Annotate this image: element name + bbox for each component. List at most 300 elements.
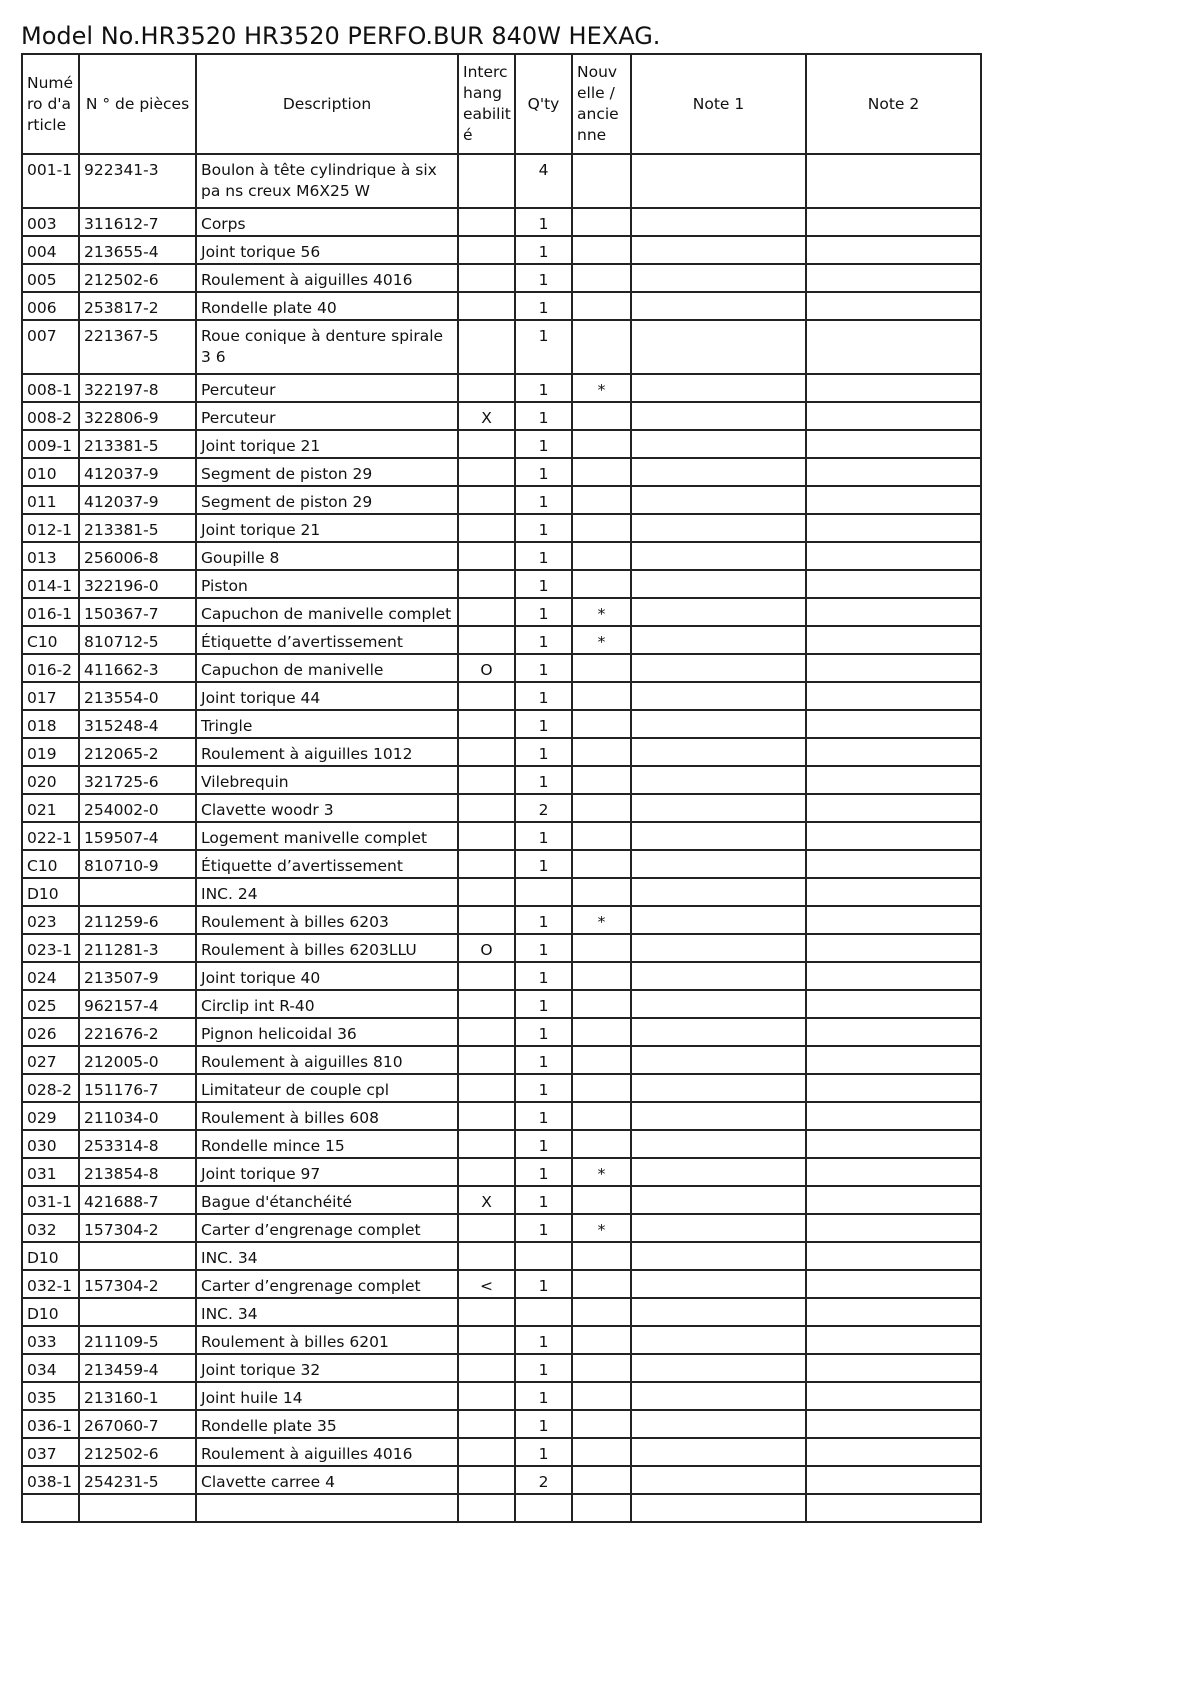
- table-row: [22, 374, 981, 402]
- cell-note-1: [631, 878, 806, 906]
- cell-item-number: 024: [22, 962, 79, 990]
- cell-quantity: [515, 878, 572, 906]
- cell-part-number: 213655-4: [79, 236, 196, 264]
- cell-part-number: 315248-4: [79, 710, 196, 738]
- cell-note-1: [631, 1438, 806, 1466]
- cell-new-old: [572, 934, 631, 962]
- cell-part-number: 212065-2: [79, 738, 196, 766]
- cell-part-number: 213459-4: [79, 1354, 196, 1382]
- cell-description: INC. 24: [196, 878, 458, 906]
- cell-new-old: [572, 878, 631, 906]
- cell-description: Roulement à billes 6203LLU: [196, 934, 458, 962]
- cell-interchangeability: [458, 264, 515, 292]
- cell-note-2: [806, 1046, 981, 1074]
- cell-item-number: 032: [22, 1214, 79, 1242]
- cell-new-old: [572, 1354, 631, 1382]
- cell-item-number: 027: [22, 1046, 79, 1074]
- cell-interchangeability: [458, 1466, 515, 1494]
- cell-interchangeability: [458, 1382, 515, 1410]
- cell-item-number: 038-1: [22, 1466, 79, 1494]
- cell-description: Segment de piston 29: [196, 458, 458, 486]
- cell-new-old: [572, 654, 631, 682]
- cell-item-number: C10: [22, 626, 79, 654]
- cell-part-number: 922341-3: [79, 154, 196, 208]
- cell-interchangeability: [458, 794, 515, 822]
- cell-quantity: 1: [515, 850, 572, 878]
- table-row: [22, 542, 981, 570]
- cell-item-number: 029: [22, 1102, 79, 1130]
- cell-new-old: *: [572, 626, 631, 654]
- cell-description: Roulement à aiguilles 1012: [196, 738, 458, 766]
- cell-note-2: [806, 458, 981, 486]
- cell-note-1: [631, 1102, 806, 1130]
- cell-note-1: [631, 822, 806, 850]
- cell-quantity: 1: [515, 1382, 572, 1410]
- cell-note-2: [806, 822, 981, 850]
- cell-item-number: 012-1: [22, 514, 79, 542]
- cell-quantity: 1: [515, 1018, 572, 1046]
- cell-description: Carter d’engrenage complet: [196, 1270, 458, 1298]
- cell-quantity: 2: [515, 794, 572, 822]
- table-row: [22, 990, 981, 1018]
- cell-note-2: [806, 1326, 981, 1354]
- cell-new-old: [572, 794, 631, 822]
- cell-new-old: [572, 236, 631, 264]
- cell-note-2: [806, 1298, 981, 1326]
- table-row: [22, 738, 981, 766]
- cell-description: Corps: [196, 208, 458, 236]
- cell-interchangeability: [458, 878, 515, 906]
- cell-note-2: [806, 292, 981, 320]
- cell-note-2: [806, 766, 981, 794]
- document-title: Model No.HR3520 HR3520 PERFO.BUR 840W HEXAG.: [21, 22, 661, 50]
- cell-new-old: [572, 1186, 631, 1214]
- cell-description: Joint torique 21: [196, 430, 458, 458]
- cell-quantity: 1: [515, 766, 572, 794]
- cell-description: Goupille 8: [196, 542, 458, 570]
- cell-part-number: 211281-3: [79, 934, 196, 962]
- cell-part-number: 213381-5: [79, 514, 196, 542]
- cell-note-2: [806, 1410, 981, 1438]
- cell-note-2: [806, 626, 981, 654]
- cell-quantity: 1: [515, 934, 572, 962]
- cell-description: Clavette woodr 3: [196, 794, 458, 822]
- cell-note-2: [806, 1018, 981, 1046]
- cell-note-1: [631, 794, 806, 822]
- cell-part-number: 962157-4: [79, 990, 196, 1018]
- cell-quantity: [515, 1298, 572, 1326]
- cell-note-2: [806, 264, 981, 292]
- cell-item-number: 023-1: [22, 934, 79, 962]
- cell-new-old: [572, 1494, 631, 1522]
- cell-new-old: [572, 320, 631, 374]
- cell-item-number: 018: [22, 710, 79, 738]
- cell-part-number: 412037-9: [79, 486, 196, 514]
- cell-note-1: [631, 264, 806, 292]
- cell-item-number: D10: [22, 878, 79, 906]
- cell-note-1: [631, 906, 806, 934]
- table-row: [22, 1410, 981, 1438]
- cell-description: Capuchon de manivelle complet: [196, 598, 458, 626]
- cell-new-old: [572, 710, 631, 738]
- cell-interchangeability: [458, 1074, 515, 1102]
- header-description: Description: [196, 54, 458, 154]
- cell-quantity: 1: [515, 542, 572, 570]
- cell-note-2: [806, 208, 981, 236]
- table-row: [22, 1438, 981, 1466]
- header-item-number: Numé ro d'a rticle: [22, 54, 79, 154]
- cell-item-number: 023: [22, 906, 79, 934]
- cell-note-1: [631, 1298, 806, 1326]
- cell-note-1: [631, 458, 806, 486]
- cell-note-2: [806, 906, 981, 934]
- cell-description: Roulement à aiguilles 810: [196, 1046, 458, 1074]
- cell-description: Carter d’engrenage complet: [196, 1214, 458, 1242]
- table-row: [22, 794, 981, 822]
- table-row: [22, 878, 981, 906]
- cell-part-number: 322806-9: [79, 402, 196, 430]
- table-row: [22, 570, 981, 598]
- cell-note-1: [631, 430, 806, 458]
- table-row: [22, 402, 981, 430]
- cell-item-number: 031-1: [22, 1186, 79, 1214]
- cell-new-old: [572, 570, 631, 598]
- cell-quantity: 1: [515, 320, 572, 374]
- cell-note-2: [806, 570, 981, 598]
- cell-note-2: [806, 1494, 981, 1522]
- cell-description: Roulement à billes 6203: [196, 906, 458, 934]
- cell-new-old: [572, 1130, 631, 1158]
- cell-note-2: [806, 682, 981, 710]
- cell-quantity: 1: [515, 374, 572, 402]
- cell-interchangeability: [458, 430, 515, 458]
- cell-part-number: 253817-2: [79, 292, 196, 320]
- cell-interchangeability: [458, 514, 515, 542]
- cell-description: Joint torique 40: [196, 962, 458, 990]
- cell-note-1: [631, 236, 806, 264]
- cell-new-old: *: [572, 1214, 631, 1242]
- table-row: [22, 236, 981, 264]
- cell-interchangeability: [458, 236, 515, 264]
- cell-interchangeability: [458, 208, 515, 236]
- cell-item-number: 036-1: [22, 1410, 79, 1438]
- cell-note-1: [631, 934, 806, 962]
- cell-note-2: [806, 1382, 981, 1410]
- cell-interchangeability: [458, 598, 515, 626]
- cell-part-number: 321725-6: [79, 766, 196, 794]
- cell-note-1: [631, 402, 806, 430]
- cell-note-1: [631, 682, 806, 710]
- cell-part-number: [79, 1242, 196, 1270]
- cell-new-old: [572, 822, 631, 850]
- cell-part-number: 151176-7: [79, 1074, 196, 1102]
- cell-note-1: [631, 154, 806, 208]
- cell-note-2: [806, 402, 981, 430]
- cell-description: Étiquette d’avertissement: [196, 850, 458, 878]
- table-row: [22, 264, 981, 292]
- parts-table-body: [22, 154, 981, 1522]
- table-header-row: [22, 54, 981, 154]
- cell-new-old: *: [572, 1158, 631, 1186]
- cell-note-1: [631, 1354, 806, 1382]
- cell-new-old: [572, 1242, 631, 1270]
- table-row: [22, 822, 981, 850]
- cell-description: Roulement à billes 6201: [196, 1326, 458, 1354]
- cell-part-number: [79, 878, 196, 906]
- cell-quantity: 1: [515, 264, 572, 292]
- header-quantity: Q'ty: [515, 54, 572, 154]
- table-row: [22, 430, 981, 458]
- cell-new-old: [572, 1298, 631, 1326]
- cell-item-number: 034: [22, 1354, 79, 1382]
- cell-part-number: 211034-0: [79, 1102, 196, 1130]
- cell-interchangeability: [458, 1298, 515, 1326]
- cell-interchangeability: [458, 766, 515, 794]
- cell-note-1: [631, 320, 806, 374]
- cell-part-number: 421688-7: [79, 1186, 196, 1214]
- cell-note-1: [631, 1326, 806, 1354]
- cell-new-old: [572, 1046, 631, 1074]
- cell-description: Rondelle plate 35: [196, 1410, 458, 1438]
- cell-quantity: 1: [515, 598, 572, 626]
- cell-interchangeability: [458, 320, 515, 374]
- cell-interchangeability: [458, 738, 515, 766]
- cell-quantity: 1: [515, 236, 572, 264]
- cell-interchangeability: [458, 1214, 515, 1242]
- cell-note-2: [806, 154, 981, 208]
- cell-interchangeability: [458, 822, 515, 850]
- cell-interchangeability: [458, 626, 515, 654]
- cell-part-number: 322196-0: [79, 570, 196, 598]
- cell-description: Roulement à aiguilles 4016: [196, 264, 458, 292]
- cell-note-1: [631, 1214, 806, 1242]
- cell-part-number: [79, 1494, 196, 1522]
- header-new-old: Nouv elle / ancie nne: [572, 54, 631, 154]
- cell-new-old: [572, 850, 631, 878]
- table-row: [22, 1354, 981, 1382]
- cell-interchangeability: [458, 154, 515, 208]
- cell-interchangeability: [458, 990, 515, 1018]
- cell-new-old: [572, 402, 631, 430]
- cell-part-number: 254002-0: [79, 794, 196, 822]
- cell-interchangeability: [458, 570, 515, 598]
- cell-quantity: 1: [515, 990, 572, 1018]
- table-row: [22, 626, 981, 654]
- cell-item-number: 033: [22, 1326, 79, 1354]
- cell-new-old: [572, 1102, 631, 1130]
- header-note-1: Note 1: [631, 54, 806, 154]
- cell-part-number: 211109-5: [79, 1326, 196, 1354]
- cell-part-number: 212502-6: [79, 264, 196, 292]
- cell-part-number: 213381-5: [79, 430, 196, 458]
- cell-part-number: 150367-7: [79, 598, 196, 626]
- cell-note-2: [806, 710, 981, 738]
- cell-note-1: [631, 1046, 806, 1074]
- cell-interchangeability: [458, 682, 515, 710]
- cell-note-2: [806, 1158, 981, 1186]
- cell-note-2: [806, 934, 981, 962]
- cell-interchangeability: O: [458, 934, 515, 962]
- cell-interchangeability: [458, 1242, 515, 1270]
- cell-note-2: [806, 542, 981, 570]
- cell-quantity: 1: [515, 1102, 572, 1130]
- cell-part-number: 311612-7: [79, 208, 196, 236]
- cell-quantity: 1: [515, 1214, 572, 1242]
- cell-new-old: [572, 208, 631, 236]
- cell-note-2: [806, 598, 981, 626]
- cell-description: Percuteur: [196, 374, 458, 402]
- cell-new-old: [572, 264, 631, 292]
- cell-description: Tringle: [196, 710, 458, 738]
- table-row: [22, 514, 981, 542]
- cell-item-number: 005: [22, 264, 79, 292]
- cell-note-2: [806, 1270, 981, 1298]
- table-row: [22, 766, 981, 794]
- cell-item-number: D10: [22, 1298, 79, 1326]
- cell-note-1: [631, 766, 806, 794]
- cell-interchangeability: [458, 1326, 515, 1354]
- cell-description: Circlip int R-40: [196, 990, 458, 1018]
- cell-quantity: 1: [515, 1074, 572, 1102]
- cell-item-number: C10: [22, 850, 79, 878]
- cell-new-old: [572, 1326, 631, 1354]
- table-row: [22, 1186, 981, 1214]
- cell-note-1: [631, 514, 806, 542]
- cell-item-number: 021: [22, 794, 79, 822]
- table-row: [22, 292, 981, 320]
- parts-table: [21, 53, 982, 1523]
- table-row: [22, 710, 981, 738]
- cell-quantity: 1: [515, 402, 572, 430]
- cell-note-1: [631, 598, 806, 626]
- cell-item-number: 006: [22, 292, 79, 320]
- cell-note-1: [631, 1242, 806, 1270]
- cell-part-number: 211259-6: [79, 906, 196, 934]
- cell-interchangeability: O: [458, 654, 515, 682]
- cell-note-2: [806, 1466, 981, 1494]
- cell-part-number: 221676-2: [79, 1018, 196, 1046]
- cell-description: Limitateur de couple cpl: [196, 1074, 458, 1102]
- table-row: [22, 458, 981, 486]
- cell-note-2: [806, 850, 981, 878]
- cell-item-number: 016-2: [22, 654, 79, 682]
- cell-interchangeability: [458, 486, 515, 514]
- cell-description: Joint torique 97: [196, 1158, 458, 1186]
- cell-note-1: [631, 374, 806, 402]
- table-row: [22, 1494, 981, 1522]
- cell-quantity: 1: [515, 1130, 572, 1158]
- table-row: [22, 962, 981, 990]
- cell-description: [196, 1494, 458, 1522]
- cell-item-number: 020: [22, 766, 79, 794]
- cell-new-old: [572, 542, 631, 570]
- cell-description: Roulement à billes 608: [196, 1102, 458, 1130]
- cell-quantity: [515, 1494, 572, 1522]
- cell-new-old: [572, 292, 631, 320]
- cell-note-2: [806, 430, 981, 458]
- cell-description: Logement manivelle complet: [196, 822, 458, 850]
- cell-item-number: 008-1: [22, 374, 79, 402]
- header-note-2: Note 2: [806, 54, 981, 154]
- cell-quantity: 1: [515, 654, 572, 682]
- cell-quantity: 1: [515, 962, 572, 990]
- cell-new-old: [572, 962, 631, 990]
- cell-new-old: [572, 514, 631, 542]
- cell-interchangeability: [458, 292, 515, 320]
- cell-note-1: [631, 208, 806, 236]
- cell-note-1: [631, 1186, 806, 1214]
- cell-note-1: [631, 486, 806, 514]
- cell-note-2: [806, 1214, 981, 1242]
- table-row: [22, 654, 981, 682]
- cell-note-1: [631, 710, 806, 738]
- cell-new-old: [572, 154, 631, 208]
- cell-note-2: [806, 1130, 981, 1158]
- cell-note-2: [806, 1186, 981, 1214]
- cell-interchangeability: [458, 1438, 515, 1466]
- header-interchangeability: Interc hang eabilit é: [458, 54, 515, 154]
- cell-interchangeability: [458, 1354, 515, 1382]
- cell-part-number: 213854-8: [79, 1158, 196, 1186]
- cell-new-old: *: [572, 374, 631, 402]
- cell-new-old: *: [572, 906, 631, 934]
- table-row: [22, 154, 981, 208]
- cell-quantity: 1: [515, 208, 572, 236]
- cell-note-2: [806, 794, 981, 822]
- cell-item-number: [22, 1494, 79, 1522]
- cell-quantity: 4: [515, 154, 572, 208]
- cell-quantity: 1: [515, 822, 572, 850]
- cell-quantity: 1: [515, 1354, 572, 1382]
- cell-interchangeability: [458, 1410, 515, 1438]
- cell-part-number: 267060-7: [79, 1410, 196, 1438]
- cell-description: INC. 34: [196, 1298, 458, 1326]
- cell-item-number: 001-1: [22, 154, 79, 208]
- cell-interchangeability: [458, 1158, 515, 1186]
- cell-part-number: 810712-5: [79, 626, 196, 654]
- cell-interchangeability: [458, 710, 515, 738]
- cell-item-number: 026: [22, 1018, 79, 1046]
- cell-new-old: [572, 1018, 631, 1046]
- table-row: [22, 934, 981, 962]
- cell-note-1: [631, 1270, 806, 1298]
- cell-part-number: 212502-6: [79, 1438, 196, 1466]
- cell-description: Joint torique 32: [196, 1354, 458, 1382]
- cell-new-old: [572, 486, 631, 514]
- cell-part-number: [79, 1298, 196, 1326]
- table-row: [22, 1214, 981, 1242]
- cell-note-1: [631, 738, 806, 766]
- cell-description: Pignon helicoidal 36: [196, 1018, 458, 1046]
- table-row: [22, 1018, 981, 1046]
- cell-part-number: 810710-9: [79, 850, 196, 878]
- cell-item-number: 014-1: [22, 570, 79, 598]
- table-row: [22, 1326, 981, 1354]
- cell-interchangeability: [458, 962, 515, 990]
- cell-item-number: 028-2: [22, 1074, 79, 1102]
- cell-note-1: [631, 542, 806, 570]
- cell-quantity: 1: [515, 738, 572, 766]
- cell-quantity: 1: [515, 1326, 572, 1354]
- cell-quantity: 1: [515, 1186, 572, 1214]
- cell-item-number: 008-2: [22, 402, 79, 430]
- cell-interchangeability: [458, 1018, 515, 1046]
- cell-note-1: [631, 570, 806, 598]
- table-row: [22, 1298, 981, 1326]
- cell-note-1: [631, 1018, 806, 1046]
- cell-part-number: 256006-8: [79, 542, 196, 570]
- cell-description: Rondelle mince 15: [196, 1130, 458, 1158]
